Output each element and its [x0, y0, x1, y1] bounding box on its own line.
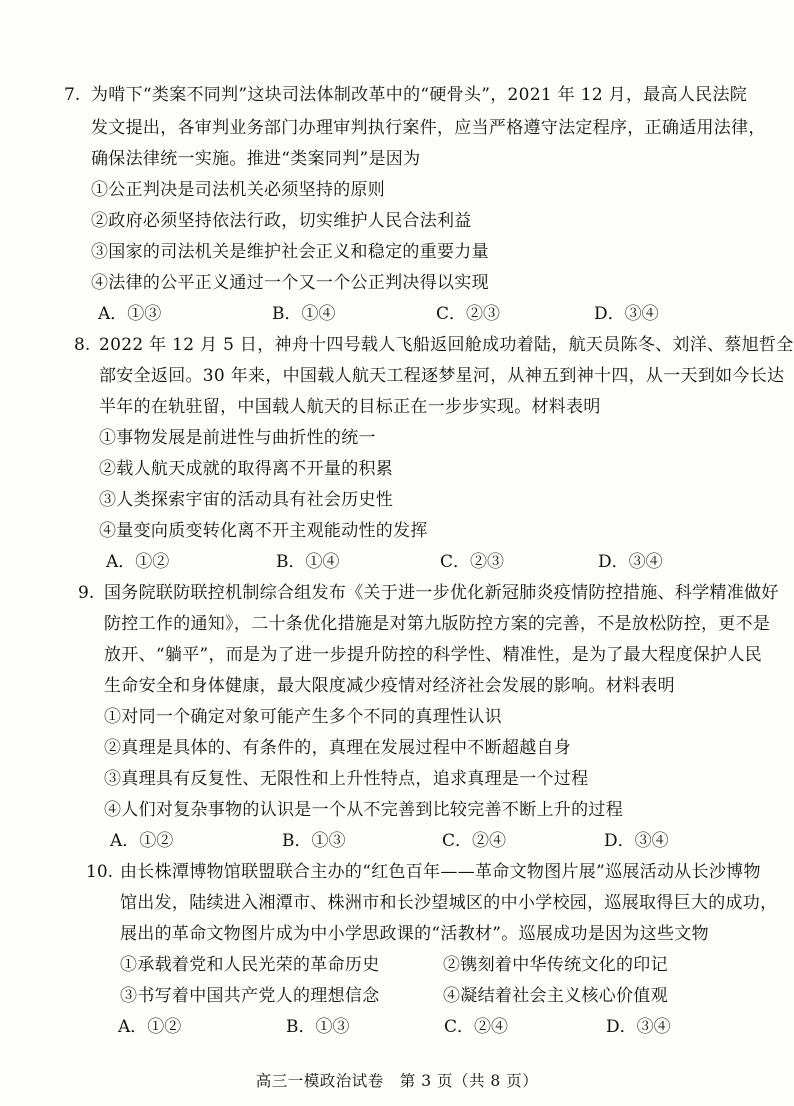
- answer-option-d: D．③④: [598, 552, 663, 572]
- question-stem-line: 防控工作的通知》，二十条优化措施是对第九版防控方案的完善，不是放松防控，更不是: [104, 614, 771, 634]
- answer-option-c: C．②④: [442, 831, 507, 851]
- answer-option-b: B．①④: [276, 552, 340, 572]
- answer-option-a: A．①②: [118, 1017, 182, 1037]
- statement: ③人类探索宇宙的活动具有社会历史性: [99, 490, 394, 510]
- answer-option-c: C．②③: [436, 304, 501, 324]
- statement: ③国家的司法机关是维护社会正义和稳定的重要力量: [91, 242, 489, 262]
- statement: ②镌刻着中华传统文化的印记: [443, 955, 668, 975]
- statement: ①对同一个确定对象可能产生多个不同的真理性认识: [104, 707, 502, 727]
- statement: ③书写着中国共产党人的理想信念: [120, 986, 380, 1006]
- answer-option-a: A．①②: [106, 552, 170, 572]
- question-stem-line: 放开、“躺平”，而是为了进一步提升防控的科学性、精准性，是为了最大程度保护人民: [104, 645, 763, 665]
- answer-option-c: C．②④: [444, 1017, 509, 1037]
- statement: ①承载着党和人民光荣的革命历史: [120, 955, 380, 975]
- answer-option-a: A．①②: [110, 831, 174, 851]
- statement: ④法律的公平正义通过一个又一个公正判决得以实现: [91, 273, 489, 293]
- statement: ④人们对复杂事物的认识是一个从不完善到比较完善不断上升的过程: [104, 800, 623, 820]
- page-footer: 高三一模政治试卷 第 3 页（共 8 页）: [255, 1072, 539, 1090]
- answer-option-a: A．①③: [98, 304, 162, 324]
- question-stem-line: 2022 年 12 月 5 日，神舟十四号载人飞船返回舱成功着陆，航天员陈冬、刘洋、蔡旭哲全: [99, 335, 794, 355]
- statement: ②真理是具体的、有条件的，真理在发展过程中不断超越自身: [104, 738, 572, 758]
- statement: ②政府必须坚持依法行政，切实维护人民合法利益: [91, 211, 472, 231]
- answer-option-d: D．③④: [594, 304, 659, 324]
- question-stem-line: 生命安全和身体健康，最大限度减少疫情对经济社会发展的影响。材料表明: [104, 676, 675, 696]
- statement: ④凝结着社会主义核心价值观: [443, 986, 668, 1006]
- statement: ③真理具有反复性、无限性和上升性特点，追求真理是一个过程: [104, 769, 589, 789]
- question-stem-line: 馆出发，陆续进入湘潭市、株洲市和长沙望城区的中小学校园，巡展取得巨大的成功，: [120, 893, 778, 913]
- question-stem-line: 国务院联防联控机制综合组发布《关于进一步优化新冠肺炎疫情防控措施、科学精准做好: [104, 583, 779, 603]
- question-stem-line: 部安全返回。30 年来，中国载人航天工程逐梦星河，从神五到神十四，从一天到如今长达: [99, 366, 785, 386]
- answer-option-b: B．①③: [282, 831, 346, 851]
- question-number: 7.: [64, 85, 81, 105]
- statement: ②载人航天成就的取得离不开量的积累: [99, 459, 394, 479]
- question-stem-line: 发文提出，各审判业务部门办理审判执行案件，应当严格遵守法定程序，正确适用法律，: [91, 118, 766, 138]
- statement: ④量变向质变转化离不开主观能动性的发挥: [99, 521, 428, 541]
- answer-option-b: B．①④: [272, 304, 336, 324]
- answer-option-d: D．③④: [604, 831, 669, 851]
- statement: ①公正判决是司法机关必须坚持的原则: [91, 180, 386, 200]
- question-stem-line: 半年的在轨驻留，中国载人航天的目标正在一步步实现。材料表明: [99, 397, 601, 417]
- question-number: 10.: [86, 862, 114, 882]
- question-stem-line: 展出的革命文物图片成为中小学思政课的“活教材”。巡展成功是因为这些文物: [120, 924, 709, 944]
- question-number: 9.: [78, 583, 95, 603]
- answer-option-c: C．②③: [440, 552, 505, 572]
- question-stem-line: 为啃下“类案不同判”这块司法体制改革中的“硬骨头”，2021 年 12 月，最高人民法院: [91, 85, 748, 105]
- question-stem-line: 由长株潭博物馆联盟联合主办的“红色百年——革命文物图片展”巡展活动从长沙博物: [120, 862, 761, 882]
- question-number: 8.: [74, 335, 91, 355]
- question-stem-line: 确保法律统一实施。推进“类案同判”是因为: [91, 149, 421, 169]
- answer-option-d: D．③④: [606, 1017, 671, 1037]
- answer-option-b: B．①③: [286, 1017, 350, 1037]
- statement: ①事物发展是前进性与曲折性的统一: [99, 428, 376, 448]
